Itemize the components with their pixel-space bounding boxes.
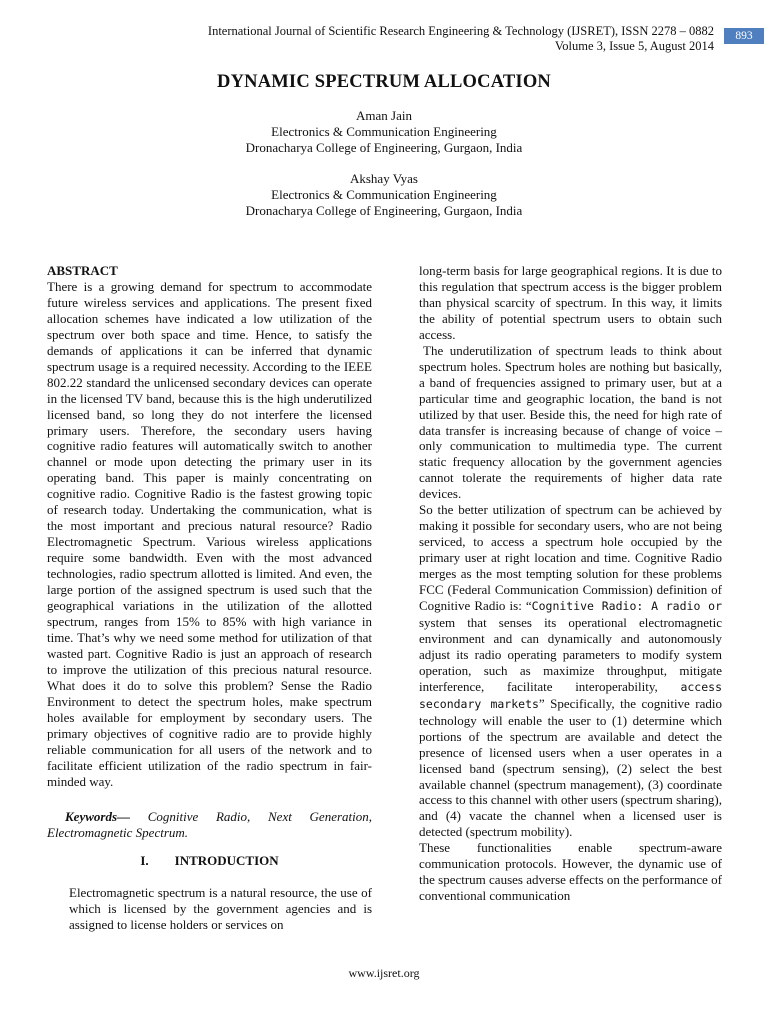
paper-title: DYNAMIC SPECTRUM ALLOCATION	[217, 72, 551, 92]
left-column	[47, 263, 372, 933]
section-heading-introduction	[47, 853, 372, 869]
keywords	[47, 809, 372, 841]
paragraph-3-part-a: So the better utilization of spectrum can be achieved by making it possible for secondary users, who are not being serviced, to access a spectrum hole occupied by the primary user at right location and time. Cognitive Radio merges as the most tempting solution for these problems FCC (Federal Communication Commission) definition of Cognitive Radio is: “	[419, 502, 722, 614]
keywords-text: Cognitive Radio, Next Generation, Electromagnetic Spectrum.	[47, 809, 372, 841]
paragraph-3-part-c: ” Specifically, the cognitive radio technology will enable the user to (1) determine which portions of the spectrum are available and detect the presence of licensed users when a user operates in a licensed band (spectrum sensing), (2) select the best available channel (spectrum management), (3) coordinate access to this channel with other users (spectrum sharing), and (4) vacate the channel when a licensed user is detected (spectrum mobility).	[419, 695, 723, 840]
paragraph-4: These functionalities enable spectrum-aware communication protocols. However, the dynamic use of the spectrum causes adverse effects on the performance of conventional communication	[419, 840, 722, 904]
journal-header	[120, 24, 714, 54]
author-name: Aman Jain	[356, 108, 412, 123]
footer-url: www.ijsret.org	[348, 966, 420, 980]
author-name: Akshay Vyas	[349, 170, 418, 186]
volume-info: Volume 3, Issue 5, August 2014	[554, 39, 714, 53]
author-1	[0, 108, 768, 157]
journal-name: International Journal of Scientific Research Engineering & Technology (IJSRET), ISSN 2278 – 0882	[207, 24, 714, 38]
author-2	[0, 171, 768, 220]
paragraph-1: long-term basis for large geographical regions. It is due to this regulation that spectrum access is the bigger problem than physical scarcity of spectrum. In this way, it limits the ability of potential spectrum users to obtain such access.	[419, 263, 722, 342]
paragraph-3	[419, 502, 722, 840]
keywords-label: Keywords—	[65, 809, 130, 825]
intro-paragraph: Electromagnetic spectrum is a natural resource, the use of which is licensed by the government agencies and is assigned to license holders or services on	[69, 885, 372, 933]
section-number: I.	[140, 853, 149, 869]
author-block	[0, 108, 768, 233]
author-department: Electronics & Communication Engineering	[271, 124, 497, 140]
author-department: Electronics & Communication Engineering	[271, 186, 497, 202]
right-column	[419, 263, 722, 904]
fcc-quote-end: access secondary markets	[419, 679, 722, 711]
author-institution: Dronacharya College of Engineering, Gurgaon, India	[245, 140, 523, 156]
page-number-badge: 893	[724, 28, 764, 44]
abstract-heading: ABSTRACT	[47, 263, 118, 278]
paragraph-3-part-b: system that senses its operational electromagnetic environment and can dynamically and autonomously adjust its radio operating parameters to modify system operation, such as maximize throughput, mitigate interference, facilitate interoperability,	[419, 614, 722, 694]
paragraph-2: The underutilization of spectrum leads to think about spectrum holes. Spectrum holes are nothing but basically, a band of frequencies assigned to primary user, but at a particular time and geographic location, the band is not utilized by that user. Beside this, the need for high rate of data transfer is increasing because of change of voice – only communication to multimedia type. The current static frequency allocation by the government agencies cannot tolerate the requirements of higher data rate devices.	[419, 342, 722, 502]
section-title: INTRODUCTION	[174, 853, 279, 869]
fcc-quote-start: Cognitive Radio: A radio or	[531, 599, 722, 614]
abstract-text: There is a growing demand for spectrum to accommodate future wireless services and applications. The present fixed allocation schemes have indicated a low utilization of the spectrum over both space and time. Hence, to satisfy the demands of applications it can be inferred that dynamic spectrum usage is a required necessity. According to the IEEE 802.22 standard the unlicensed secondary devices can operate in the licensed TV band, because this is the high underutilized licensed band, so long they do not interfere the licensed primary users. Therefore, the secondary users having cognitive radio features will automatically switch to another channel or mode upon detecting the primary user in its operating band. This paper is mainly concentrating on cognitive radio. Cognitive Radio is the fastest growing topic of research today. Undertaking the communication, what is the most important and precious natural resource? Radio Electromagnetic Spectrum. Various wireless applications require some bandwidth. Even with the most advanced technologies, radio spectrum allotted is limited. And even, the large portion of the assigned spectrum is used such that the geographical variations in the utilization of the allotted spectrum, ranges from 15% to 85% with high variance in time. That’s why we need some method for utilization of that wasted part. Cognitive Radio is just an approach of research to improve the utilization of this precious natural resource. What does it do to solve this problem? Sense the Radio Environment to detect the spectrum holes, make spectrum holes available for employment by secondary users. The primary objectives of cognitive radio are to provide highly reliable communication for all users of the network and to facilitate efficient utilization of the radio spectrum in fair- minded way.	[47, 278, 372, 789]
author-institution: Dronacharya College of Engineering, Gurgaon, India	[245, 203, 523, 219]
